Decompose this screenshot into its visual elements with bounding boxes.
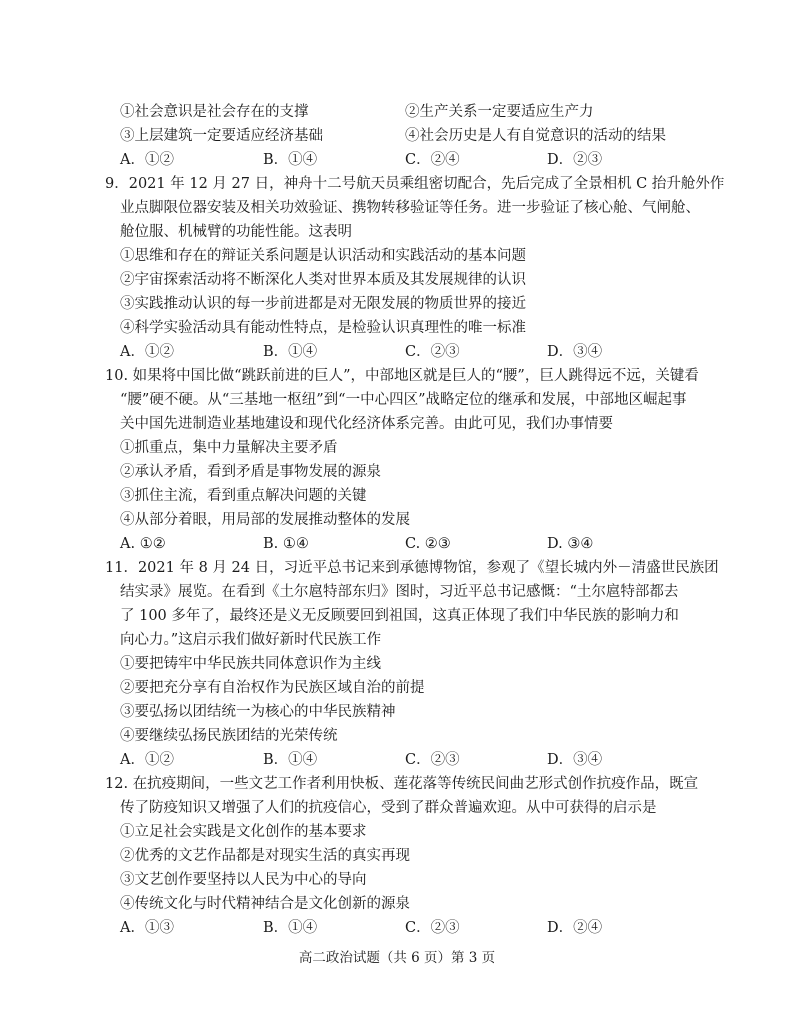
q8-statement-3: ③上层建筑一定要适应经济基础 [120,128,323,144]
q9-option-a: A．①② [120,344,174,360]
q11-option-a: A．①② [120,752,174,768]
q10-stem-line-1: 10. 如果将中国比做“跳跃前进的巨人”，中部地区就是巨人的“腰”，巨人跳得远不远，关键看 [105,368,699,384]
q10-stem-line-2: “腰”硬不硬。从“三基地一枢纽”到“一中心四区”战略定位的继承和发展，中部地区崛起事 [120,392,687,408]
q11-option-c: C．②③ [405,752,460,768]
q12-option-d: D．②④ [547,920,603,936]
q10-option-c: C. ②③ [405,536,451,552]
q11-statement-2: ②要把充分享有自治权作为民族区域自治的前提 [120,680,425,696]
q11-statement-3: ③要弘扬以团结统一为核心的中华民族精神 [120,704,396,720]
q10-statement-3: ③抓住主流，看到重点解决问题的关键 [120,488,367,504]
q8-statement-4: ④社会历史是人有自觉意识的活动的结果 [405,128,666,144]
q10-statement-4: ④从部分着眼，用局部的发展推动整体的发展 [120,512,410,528]
q10-option-d: D. ③④ [547,536,594,552]
q11-statement-1: ①要把铸牢中华民族共同体意识作为主线 [120,656,381,672]
q12-stem-line-2: 传了防疫知识又增强了人们的抗疫信心，受到了群众普遍欢迎。从中可获得的启示是 [120,800,657,816]
q11-option-b: B．①④ [263,752,318,768]
q9-option-d: D．③④ [547,344,603,360]
q9-stem-line-2: 业点脚限位器安装及相关功效验证、携物转移验证等任务。进一步验证了核心舱、气闸舱、 [120,200,700,216]
q12-option-c: C．②③ [405,920,460,936]
q8-option-a: A．①② [120,152,174,168]
q9-option-c: C．②③ [405,344,460,360]
page-footer: 高二政治试题（共 6 页）第 3 页 [298,950,496,966]
q12-statement-1: ①立足社会实践是文化创作的基本要求 [120,824,367,840]
q8-statement-2: ②生产关系一定要适应生产力 [405,104,594,120]
q9-stem-line-3: 舱位服、机械臂的功能性能。这表明 [120,224,352,240]
q11-statement-4: ④要继续弘扬民族团结的光荣传统 [120,728,338,744]
q12-statement-4: ④传统文化与时代精神结合是文化创新的源泉 [120,896,410,912]
q8-option-c: C．②④ [405,152,460,168]
q10-option-a: A. ①② [120,536,166,552]
q11-option-d: D．③④ [547,752,603,768]
q10-statement-1: ①抓重点，集中力量解决主要矛盾 [120,440,338,456]
q12-statement-3: ③文艺创作要坚持以人民为中心的导向 [120,872,367,888]
q9-stem-line-1: 9．2021 年 12 月 27 日，神舟十二号航天员乘组密切配合，先后完成了全景相机 C 抬升舱外作 [105,176,725,192]
q9-statement-4: ④科学实验活动具有能动性特点，是检验认识真理性的唯一标准 [120,320,526,336]
q11-stem-line-1: 11．2021 年 8 月 24 日，习近平总书记来到承德博物馆，参观了《望长城内外－清盛世民族团 [105,560,719,576]
q9-option-b: B．①④ [263,344,318,360]
q9-statement-1: ①思维和存在的辩证关系问题是认识活动和实践活动的基本问题 [120,248,526,264]
q12-option-b: B．①④ [263,920,318,936]
q9-statement-3: ③实践推动认识的每一步前进都是对无限发展的物质世界的接近 [120,296,526,312]
q10-option-b: B. ①④ [263,536,309,552]
q8-statement-1: ①社会意识是社会存在的支撑 [120,104,309,120]
q11-stem-line-4: 向心力。”这启示我们做好新时代民族工作 [120,632,382,648]
q9-statement-2: ②宇宙探索活动将不断深化人类对世界本质及其发展规律的认识 [120,272,526,288]
q11-stem-line-3: 了 100 多年了，最终还是义无反顾要回到祖国，这真正体现了我们中华民族的影响力和 [120,608,679,624]
q12-option-a: A．①③ [120,920,174,936]
q11-stem-line-2: 结实录》展览。在看到《土尔扈特部东归》图时，习近平总书记感慨：“土尔扈特部都去 [120,584,679,600]
q8-option-b: B．①④ [263,152,318,168]
q10-stem-line-3: 关中国先进制造业基地建设和现代化经济体系完善。由此可见，我们办事情要 [120,416,613,432]
q12-statement-2: ②优秀的文艺作品都是对现实生活的真实再现 [120,848,410,864]
q12-stem-line-1: 12. 在抗疫期间，一些文艺工作者利用快板、莲花落等传统民间曲艺形式创作抗疫作品，既宣 [105,776,699,792]
q10-statement-2: ②承认矛盾，看到矛盾是事物发展的源泉 [120,464,381,480]
q8-option-d: D．②③ [547,152,603,168]
